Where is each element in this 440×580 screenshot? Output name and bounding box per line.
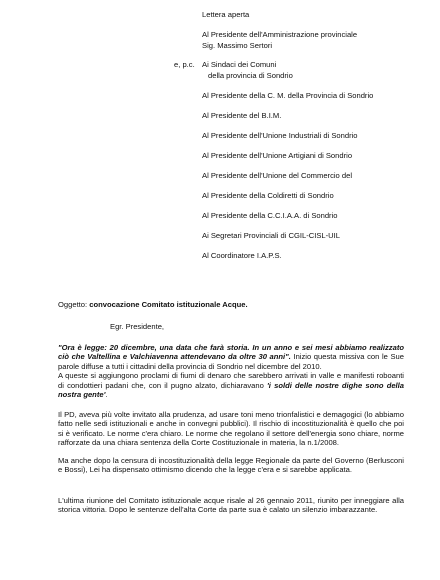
subject-text: convocazione Comitato istituzionale Acque. [89,300,248,309]
recipient-item: Al Presidente della C. M. della Provincia di Sondrio [202,91,374,100]
body-paragraph-3 [58,456,404,475]
recipient-item: Al Presidente dell'Unione Artigiani di Sondrio [202,151,353,160]
body-paragraph-1 [58,343,404,400]
recipient-item: Al Coordinatore I.A.P.S. [202,251,282,260]
cc-line-2: della provincia di Sondrio [208,71,293,80]
dams-quote: 'i soldi delle nostre dighe sono della nostra gente' [58,380,404,400]
cc-prefix: e, p.c. [174,60,195,69]
opening-quote: "Ora è legge: 20 dicembre, una data che farà storia. In un anno e sei mesi abbiamo realizzato ciò che Valtellina e Valchiavenna attendevano da oltre 30 anni". [58,343,404,362]
sentence-end: . [105,390,108,400]
opening-text: Inizio questa missiva con le Sue parole diffuse a tutti i cittadini della provincia di Sondrio nel dicembre del 2010. [58,352,404,371]
meeting-paragraph: L'ultima riunione del Comitato istituzionale acque risale al 26 gennaio 2011, riunito per inneggiare alla storica vittoria. Dopo le sentenze dell'alta Corte da parte sua è calato un silenzio imbarazzante. [58,496,404,515]
addressee-line-2: Sig. Massimo Sertori [202,41,273,50]
recipient-item: Al Presidente del B.I.M. [202,111,282,120]
recipient-item: Al Presidente dell'Unione del Commercio del [202,171,353,180]
recipient-item: Al Presidente dell'Unione Industriali di Sondrio [202,131,358,140]
salutation: Egr. Presidente, [110,322,165,331]
body-paragraph-4 [58,496,404,515]
recipient-item: Al Presidente della C.C.I.A.A. di Sondrio [202,211,338,220]
letter-title: Lettera aperta [202,10,250,19]
proclaims-text: A queste si aggiungono proclami di fiumi di denaro che sarebbero arrivati in valle e manifesti roboanti di condottieri padani che, con il pugno alzato, dichiaravano [58,371,404,390]
cc-line-1: Ai Sindaci dei Comuni [202,60,277,69]
body-paragraph-2 [58,410,404,448]
subject-label: Oggetto: [58,300,90,309]
recipient-item: Ai Segretari Provinciali di CGIL-CISL-UIL [202,231,341,240]
pd-paragraph: Il PD, aveva più volte invitato alla prudenza, ad usare toni meno trionfalistici e demagogici (lo abbiamo fatto nelle sedi istituzionali e anche in convegni pubblici). Il rischio di incostituzionalità è quello che poi si è verificato. Le norme c'era chiaro. Le norme che regolano il settore dell'energia sono chiare, norme rafforzate da una chiara sentenza della Corte Costituzionale in materia, la n.1/2008. [58,410,404,448]
addressee-line-1: Al Presidente dell'Amministrazione provinciale [202,30,358,39]
censure-paragraph: Ma anche dopo la censura di incostituzionalità della legge Regionale da parte del Governo (Berlusconi e Bossi), Lei ha dispensato ottimismo dicendo che la legge c'era e si sarebbe applicata. [58,456,404,475]
recipient-item: Al Presidente della Coldiretti di Sondrio [202,191,334,200]
subject-line [58,300,248,309]
